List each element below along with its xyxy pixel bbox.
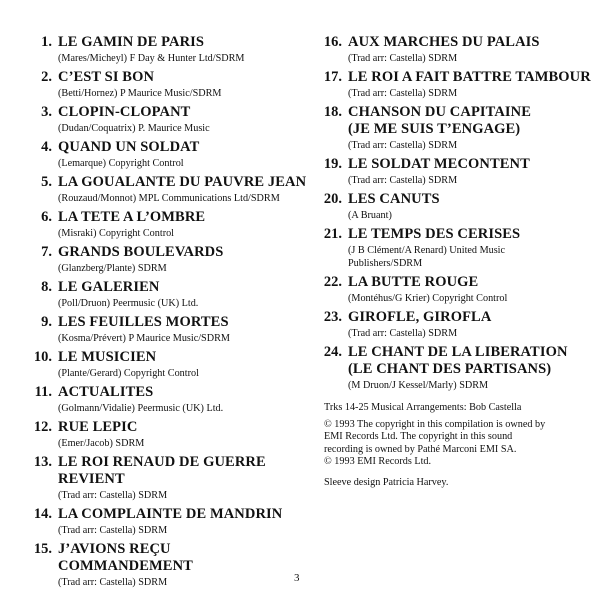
track-heading (12, 244, 308, 261)
track-credit (348, 244, 594, 270)
track-item (316, 191, 594, 222)
copyright-line: recording is owned by Pathé Marconi EMI SA. (324, 443, 517, 455)
track-credit-line: Publishers/SDRM (348, 258, 423, 269)
arrangements-note: Trks 14-25 Musical Arrangements: Bob Castella (324, 402, 522, 413)
track-credit (58, 297, 308, 310)
track-title-line: LA COMPLAINTE DE MANDRIN (58, 506, 283, 522)
track-credit (348, 327, 594, 340)
track-number: 23. (323, 309, 342, 325)
track-title (58, 349, 156, 366)
track-number: 22. (323, 274, 342, 290)
track-title (58, 384, 153, 401)
track-heading (316, 309, 594, 326)
track-title (58, 541, 193, 575)
track-credit (348, 292, 594, 305)
track-title (348, 69, 591, 86)
track-credit (348, 174, 594, 187)
track-title (58, 139, 199, 156)
track-title-line: LE CHANT DE LA LIBERATION (348, 344, 568, 360)
track-credit-line: (Trad arr: Castella) SDRM (348, 53, 458, 64)
track-credit-line: (Betti/Hornez) P Maurice Music/SDRM (58, 88, 222, 99)
track-title (348, 344, 568, 378)
track-item (12, 506, 308, 537)
track-credit (58, 576, 308, 589)
track-heading (12, 34, 308, 51)
track-heading (12, 349, 308, 366)
sleeve-credit: Sleeve design Patricia Harvey. (324, 476, 449, 488)
track-credit-line: (A Bruant) (348, 210, 392, 221)
track-title (58, 104, 190, 121)
track-heading (12, 384, 308, 401)
track-number: 3. (41, 104, 52, 120)
track-number: 9. (41, 314, 52, 330)
track-credit-line: (Golmann/Vidalie) Peermusic (UK) Ltd. (58, 403, 224, 414)
track-credit-line: (Trad arr: Castella) SDRM (58, 490, 168, 501)
track-number: 24. (323, 344, 342, 360)
track-heading (316, 34, 594, 51)
track-credit-line: (Montéhus/G Krier) Copyright Control (348, 293, 508, 304)
track-title-line: COMMANDEMENT (58, 558, 193, 574)
track-title-line: LE ROI A FAIT BATTRE TAMBOUR (348, 69, 591, 85)
track-credit (58, 367, 308, 380)
track-number: 12. (33, 419, 52, 435)
track-number: 1. (41, 34, 52, 50)
track-title-line: ACTUALITES (58, 384, 154, 400)
track-number: 10. (33, 349, 52, 365)
track-credit-line: (Trad arr: Castella) SDRM (348, 328, 458, 339)
track-title (58, 506, 282, 523)
track-title-line: CHANSON DU CAPITAINE (348, 104, 531, 120)
track-number: 5. (41, 174, 52, 190)
track-number: 15. (33, 541, 52, 557)
track-number: 18. (323, 104, 342, 120)
track-title (58, 454, 266, 488)
track-title (58, 279, 159, 296)
track-item (12, 384, 308, 415)
track-title (348, 156, 530, 173)
track-title (58, 314, 229, 331)
track-credit-line: (M Druon/J Kessel/Marly) SDRM (348, 380, 489, 391)
track-title-line: QUAND UN SOLDAT (58, 139, 200, 155)
track-credit (348, 139, 594, 152)
track-item (12, 279, 308, 310)
track-item (12, 104, 308, 135)
track-title (58, 69, 154, 86)
track-title-line: LES FEUILLES MORTES (58, 314, 229, 330)
track-title-line: LE TEMPS DES CERISES (348, 226, 521, 242)
track-credit-line: (Misraki) Copyright Control (58, 228, 175, 239)
track-credit-line: (Mares/Micheyl) F Day & Hunter Ltd/SDRM (58, 53, 245, 64)
track-credit-line: (Rouzaud/Monnot) MPL Communications Ltd/SDRM (58, 193, 280, 204)
track-heading (316, 274, 594, 291)
track-credit-line: (Poll/Druon) Peermusic (UK) Ltd. (58, 298, 199, 309)
track-credit-line: (Trad arr: Castella) SDRM (348, 88, 458, 99)
track-number: 17. (323, 69, 342, 85)
copyright-line: © 1993 EMI Records Ltd. (324, 456, 432, 467)
track-item (316, 344, 594, 392)
track-item (12, 244, 308, 275)
track-number: 4. (41, 139, 52, 155)
track-credit (58, 402, 308, 415)
liner-notes (324, 402, 594, 489)
copyright-notice (324, 419, 594, 469)
track-item (316, 309, 594, 340)
track-item (12, 314, 308, 345)
track-title-line: AUX MARCHES DU PALAIS (348, 34, 540, 50)
track-number: 13. (33, 454, 52, 470)
track-title-line: LE ROI RENAUD DE GUERRE (58, 454, 266, 470)
track-credit (58, 489, 308, 502)
track-title-line: LA BUTTE ROUGE (348, 274, 479, 290)
track-item (12, 454, 308, 502)
track-title (58, 34, 204, 51)
track-heading (316, 226, 594, 243)
track-title (348, 226, 520, 243)
track-item (316, 156, 594, 187)
track-heading (12, 69, 308, 86)
track-title (348, 191, 440, 208)
track-title-line: LE MUSICIEN (58, 349, 157, 365)
track-title-line: LA GOUALANTE DU PAUVRE JEAN (58, 174, 307, 190)
track-credit-line: (Dudan/Coquatrix) P. Maurice Music (58, 123, 210, 134)
track-heading (12, 174, 308, 191)
track-credit-line: (Trad arr: Castella) SDRM (348, 175, 458, 186)
track-credit (348, 379, 594, 392)
track-credit-line: (Trad arr: Castella) SDRM (58, 577, 168, 588)
track-number: 8. (41, 279, 52, 295)
track-title (348, 34, 540, 51)
right-track-column (316, 34, 594, 396)
track-heading (316, 191, 594, 208)
track-title-line: LE SOLDAT MECONTENT (348, 156, 530, 172)
track-credit-line: (Emer/Jacob) SDRM (58, 438, 145, 449)
track-credit (58, 437, 308, 450)
track-title-line: LE GAMIN DE PARIS (58, 34, 205, 50)
track-title-line: LES CANUTS (348, 191, 440, 207)
track-heading (316, 344, 594, 378)
copyright-line: © 1993 The copyright in this compilation is owned by (324, 418, 546, 430)
track-title (58, 174, 306, 191)
track-heading (316, 104, 594, 138)
track-heading (316, 69, 594, 86)
track-credit-line: (Glanzberg/Plante) SDRM (58, 263, 167, 274)
track-title-line: J’AVIONS REÇU (58, 541, 171, 557)
track-credit (58, 87, 308, 100)
track-title-line: C’EST SI BON (58, 69, 155, 85)
track-item (12, 349, 308, 380)
track-title-line: CLOPIN-CLOPANT (58, 104, 191, 120)
track-credit-line: (Trad arr: Castella) SDRM (348, 140, 458, 151)
track-number: 16. (323, 34, 342, 50)
track-title-line: (JE ME SUIS T’ENGAGE) (348, 121, 521, 137)
track-title-line: (LE CHANT DES PARTISANS) (348, 361, 552, 377)
track-credit (348, 87, 594, 100)
track-heading (316, 156, 594, 173)
track-heading (12, 209, 308, 226)
track-item (316, 69, 594, 100)
track-title (348, 104, 531, 138)
track-credit-line: (Plante/Gerard) Copyright Control (58, 368, 199, 379)
track-number: 7. (41, 244, 52, 260)
track-heading (12, 139, 308, 156)
left-track-column (12, 34, 308, 593)
track-heading (12, 506, 308, 523)
track-heading (12, 104, 308, 121)
track-item (12, 174, 308, 205)
track-credit-line: (Lemarque) Copyright Control (58, 158, 184, 169)
track-number: 20. (323, 191, 342, 207)
track-heading (12, 279, 308, 296)
track-heading (12, 541, 308, 575)
track-credit (58, 192, 308, 205)
track-credit-line: (Trad arr: Castella) SDRM (58, 525, 168, 536)
track-heading (12, 314, 308, 331)
track-title-line: RUE LEPIC (58, 419, 138, 435)
track-credit (58, 262, 308, 275)
track-credit (58, 157, 308, 170)
track-heading (12, 419, 308, 436)
track-item (12, 209, 308, 240)
track-credit (348, 209, 594, 222)
track-credit (348, 52, 594, 65)
track-title (348, 274, 478, 291)
track-credit (58, 524, 308, 537)
track-title (58, 419, 137, 436)
track-item (12, 34, 308, 65)
track-number: 2. (41, 69, 52, 85)
track-item (316, 104, 594, 152)
track-heading (12, 454, 308, 488)
track-credit (58, 227, 308, 240)
track-title-line: REVIENT (58, 471, 125, 487)
track-item (316, 34, 594, 65)
track-credit-line: (Kosma/Prévert) P Maurice Music/SDRM (58, 333, 230, 344)
track-number: 14. (33, 506, 52, 522)
track-title-line: LE GALERIEN (58, 279, 160, 295)
track-item (316, 226, 594, 270)
track-credit (58, 332, 308, 345)
track-number: 6. (41, 209, 52, 225)
track-title (58, 244, 223, 261)
track-credit (58, 52, 308, 65)
copyright-line: EMI Records Ltd. The copyright in this sound (324, 431, 513, 442)
track-title-line: LA TETE A L’OMBRE (58, 209, 206, 225)
track-number: 19. (323, 156, 342, 172)
track-number: 11. (34, 384, 52, 400)
track-item (12, 69, 308, 100)
track-title (58, 209, 205, 226)
track-credit-line: (J B Clément/A Renard) United Music (348, 245, 506, 256)
track-item (12, 419, 308, 450)
track-title (348, 309, 491, 326)
track-number: 21. (323, 226, 342, 242)
track-title-line: GIROFLE, GIROFLA (348, 309, 492, 325)
track-item (316, 274, 594, 305)
track-item (12, 139, 308, 170)
track-credit (58, 122, 308, 135)
track-title-line: GRANDS BOULEVARDS (58, 244, 224, 260)
page-number: 3 (294, 572, 300, 584)
